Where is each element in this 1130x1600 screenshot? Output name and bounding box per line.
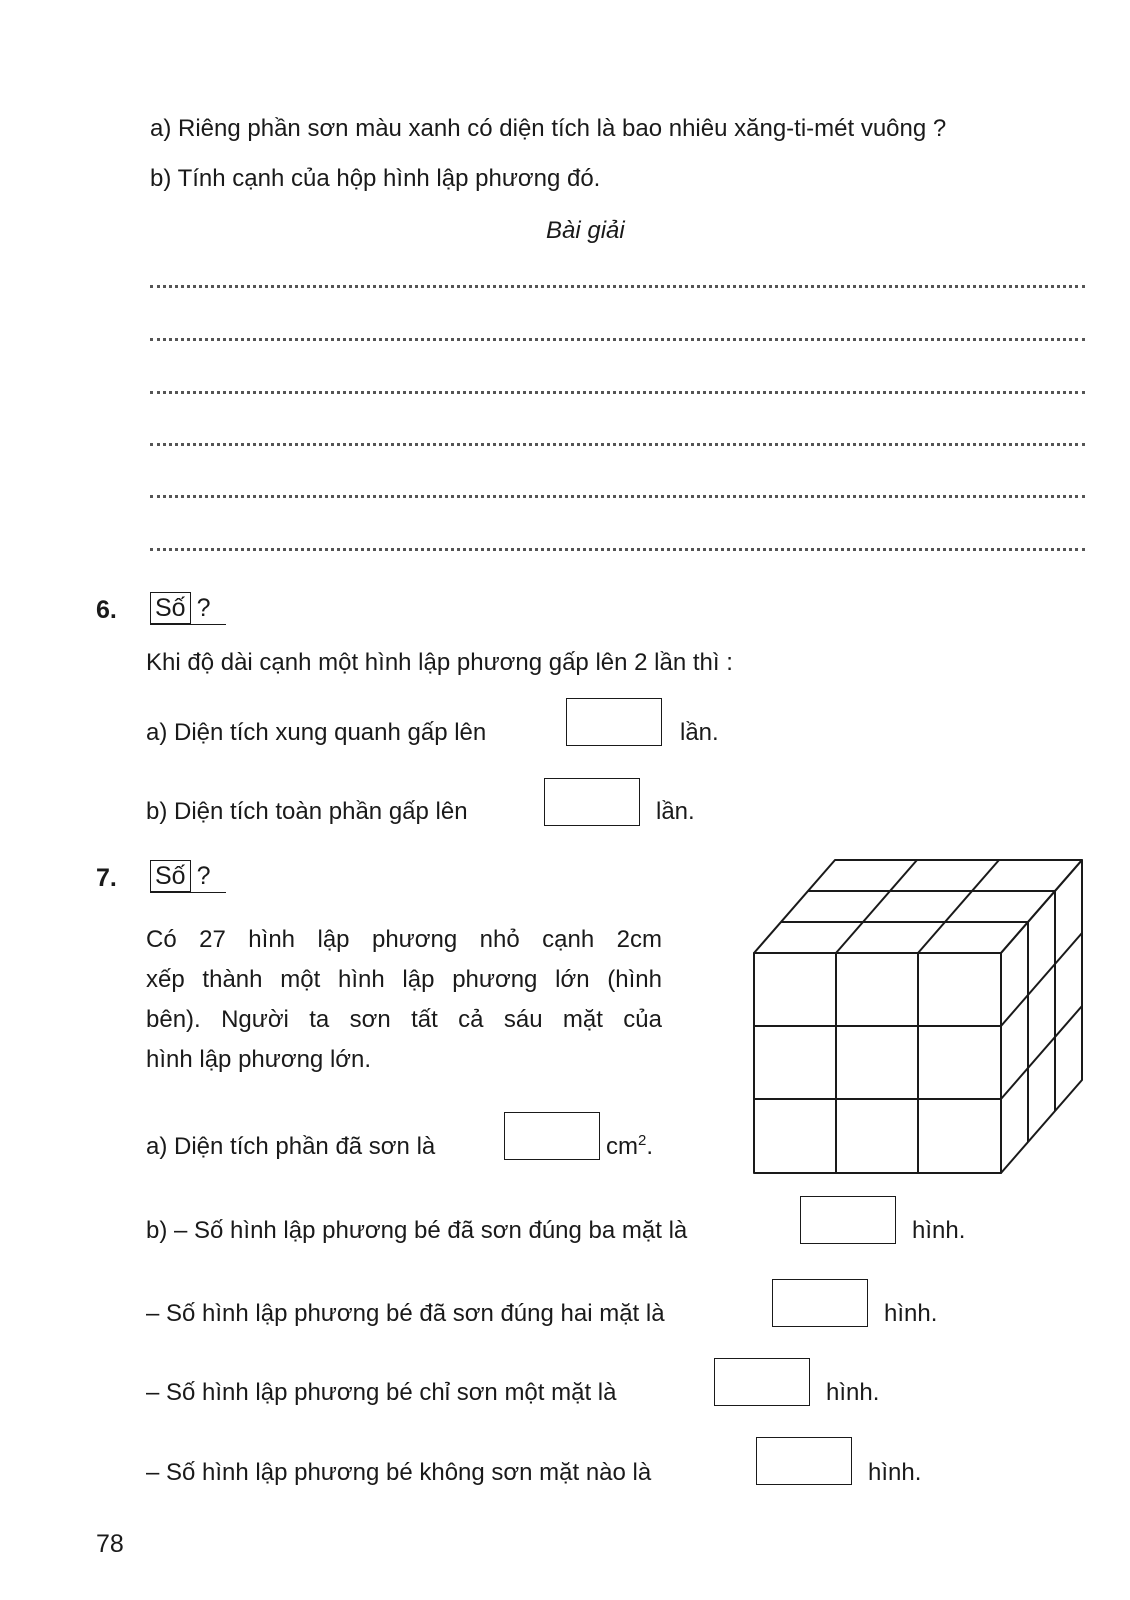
answer-line[interactable] [150, 443, 1085, 446]
exercise-6-intro: Khi độ dài cạnh một hình lập phương gấp lên 2 lần thì : [146, 649, 733, 676]
answer-box-7b2[interactable] [772, 1279, 868, 1327]
answer-line[interactable] [150, 548, 1085, 551]
unit-period: . [646, 1133, 654, 1160]
answer-line[interactable] [150, 391, 1085, 394]
exercise-7-b4-suffix: hình. [868, 1459, 922, 1486]
answer-box-6b[interactable] [544, 778, 640, 826]
answer-line[interactable] [150, 338, 1085, 341]
cube-figure [740, 855, 1090, 1180]
paragraph-line: hình lập phương lớn. [146, 1046, 372, 1073]
exercise-7-a-text: a) Diện tích phần đã sơn là [146, 1133, 436, 1160]
question-b: b) Tính cạnh của hộp hình lập phương đó. [150, 165, 601, 192]
cube-grid-line [1001, 933, 1082, 1026]
exercise-6-a-text: a) Diện tích xung quanh gấp lên [146, 719, 487, 746]
exercise-7-number: 7. [96, 864, 117, 892]
exercise-7-b3-text: – Số hình lập phương bé chỉ sơn một mặt là [146, 1379, 617, 1406]
cube-front-face [754, 953, 1001, 1173]
exercise-6-a-suffix: lần. [680, 719, 719, 746]
answer-box-7b1[interactable] [800, 1196, 896, 1244]
cube-grid-line [1001, 1006, 1082, 1099]
exercise-6-tag [150, 592, 211, 624]
question-mark: ? [196, 862, 211, 890]
paragraph-line: Có 27 hình lập phương nhỏ cạnh 2cm [146, 926, 662, 953]
cube-grid-line [836, 860, 917, 953]
exercise-7-b4-text: – Số hình lập phương bé không sơn mặt nào là [146, 1459, 652, 1486]
question-a: a) Riêng phần sơn màu xanh có diện tích là bao nhiêu xăng-ti-mét vuông ? [150, 115, 947, 142]
exercise-7-b3-suffix: hình. [826, 1379, 880, 1406]
unit-cm2 [606, 1132, 653, 1162]
exercise-6-b-suffix: lần. [656, 798, 695, 825]
answer-line[interactable] [150, 495, 1085, 498]
exercise-6-number: 6. [96, 596, 117, 624]
exercise-6-b-text: b) Diện tích toàn phần gấp lên [146, 798, 468, 825]
tag-underline [150, 892, 226, 893]
unit-text: cm [606, 1133, 638, 1160]
answer-box-7b4[interactable] [756, 1437, 852, 1485]
paragraph-line: bên). Người ta sơn tất cả sáu mặt của [146, 1006, 662, 1033]
answer-box-6a[interactable] [566, 698, 662, 746]
exercise-7-paragraph [146, 920, 662, 1080]
page-number: 78 [96, 1530, 124, 1558]
answer-box-7a[interactable] [504, 1112, 600, 1160]
exercise-7-tag [150, 860, 211, 892]
cube-grid-line [918, 860, 999, 953]
exercise-7-b1-suffix: hình. [912, 1217, 966, 1244]
cube-right-face [1001, 860, 1082, 1173]
answer-box-7b3[interactable] [714, 1358, 810, 1406]
tag-underline [150, 624, 226, 625]
exercise-7-b2-text: – Số hình lập phương bé đã sơn đúng hai mặt là [146, 1300, 665, 1327]
unit-exponent: 2 [638, 1132, 647, 1149]
exercise-7-b2-suffix: hình. [884, 1300, 938, 1327]
cube-top-face [754, 860, 1082, 953]
answer-line[interactable] [150, 285, 1085, 288]
paragraph-line: xếp thành một hình lập phương lớn (hình [146, 966, 662, 993]
exercise-7-b1-text: b) – Số hình lập phương bé đã sơn đúng ba mặt là [146, 1217, 688, 1244]
question-mark: ? [196, 594, 211, 622]
so-tag-label: Số [150, 592, 191, 624]
so-tag-label: Số [150, 860, 191, 892]
solution-heading: Bài giải [546, 217, 625, 244]
